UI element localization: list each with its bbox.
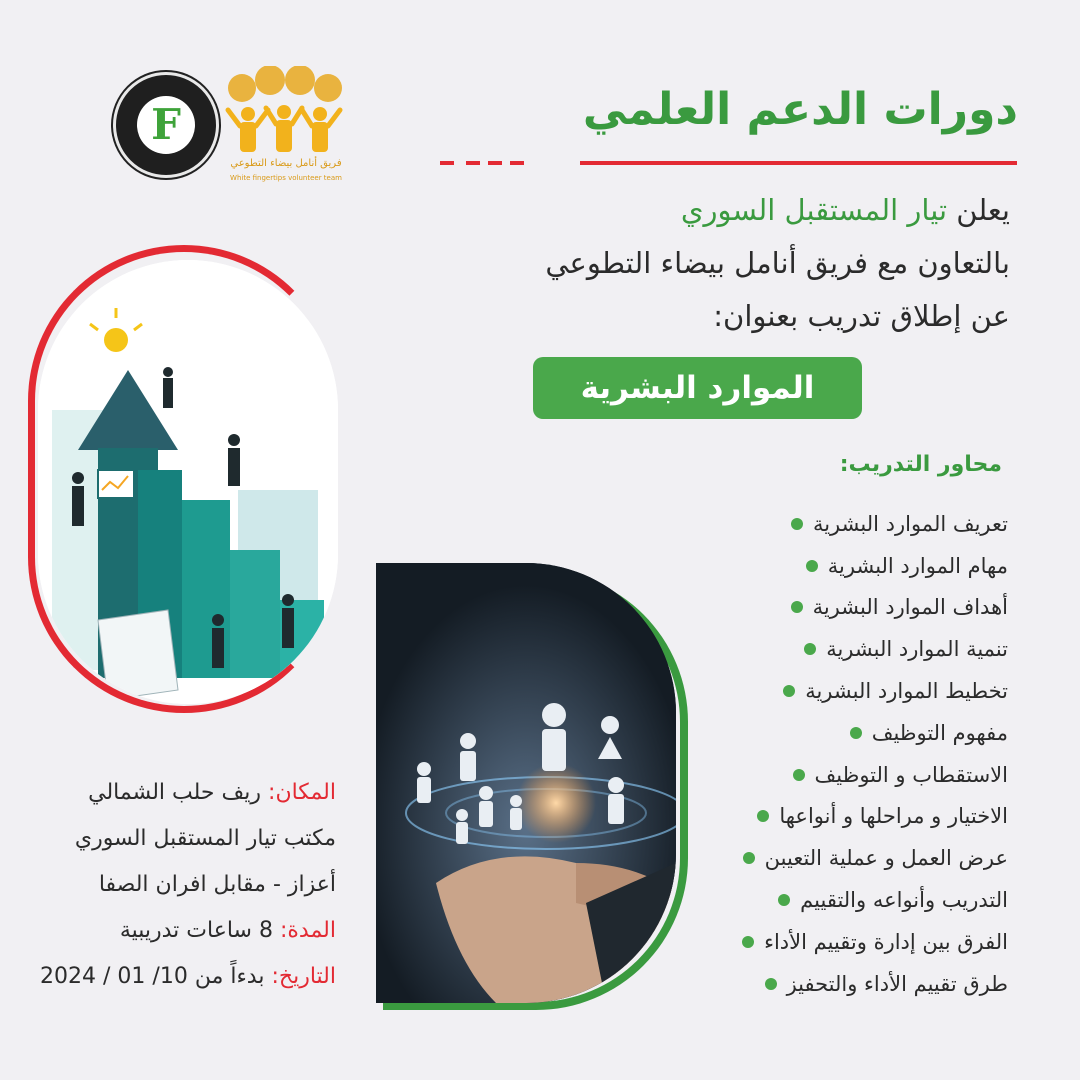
list-item: الفرق بين إدارة وتقييم الأداء — [608, 921, 1008, 963]
growth-illustration — [38, 260, 338, 704]
bullet-icon — [791, 518, 803, 530]
date-row — [36, 954, 336, 1000]
network-people-icon — [376, 563, 676, 1003]
axes-heading: محاور التدريب: — [839, 452, 1002, 477]
place-row — [36, 770, 336, 816]
duration-row — [36, 908, 336, 954]
logo-f-icon: F — [151, 100, 181, 149]
title-dash — [440, 161, 454, 165]
bullet-icon — [804, 643, 816, 655]
intro-highlight: تيار المستقبل السوري — [680, 193, 948, 227]
place-value: ريف حلب الشمالي — [88, 780, 269, 805]
bullet-icon — [791, 601, 803, 613]
list-item: تخطيط الموارد البشرية — [608, 670, 1008, 712]
list-item: الاستقطاب و التوظيف — [608, 754, 1008, 796]
date-value: بدءاً من 10/ 01 / 2024 — [40, 964, 272, 989]
bullet-icon — [742, 936, 754, 948]
info-block — [36, 770, 336, 1000]
bullet-icon — [765, 978, 777, 990]
bullet-icon — [793, 769, 805, 781]
list-item: مفهوم التوظيف — [608, 712, 1008, 754]
team-name-ar: فريق أنامل بيضاء التطوعي — [230, 158, 342, 169]
intro-line-1 — [450, 184, 1010, 237]
bullet-icon — [757, 810, 769, 822]
office-row: مكتب تيار المستقبل السوري — [74, 826, 336, 851]
list-item: تعريف الموارد البشرية — [608, 503, 1008, 545]
bullet-icon — [806, 560, 818, 572]
duration-label: المدة: — [279, 918, 336, 943]
intro-text — [450, 184, 1010, 343]
page-title: دورات الدعم العلمي — [582, 84, 1018, 135]
team-name-en: White fingertips volunteer team — [230, 174, 342, 182]
date-label: التاريخ: — [271, 964, 336, 989]
bullet-icon — [743, 852, 755, 864]
hand-network-photo — [376, 563, 676, 1003]
bullet-icon — [850, 727, 862, 739]
list-item: أهداف الموارد البشرية — [608, 587, 1008, 629]
course-title-badge: الموارد البشرية — [533, 357, 862, 419]
title-dash — [488, 161, 502, 165]
logo-f-emblem — [137, 96, 195, 154]
intro-line-2: بالتعاون مع فريق أنامل بيضاء التطوعي — [545, 246, 1010, 280]
list-item: طرق تقييم الأداء والتحفيز — [608, 963, 1008, 1005]
intro-prefix: يعلن — [947, 193, 1010, 227]
duration-value: 8 ساعات تدريبية — [119, 918, 280, 943]
list-item: تنمية الموارد البشرية — [608, 628, 1008, 670]
intro-line-3: عن إطلاق تدريب بعنوان: — [713, 299, 1010, 333]
title-dash — [510, 161, 524, 165]
list-item: عرض العمل و عملية التعيبن — [608, 837, 1008, 879]
address-row: أعزاز - مقابل افران الصفا — [98, 872, 336, 897]
title-underline — [580, 161, 1017, 165]
place-label: المكان: — [268, 780, 336, 805]
bullet-icon — [783, 685, 795, 697]
bullet-icon — [778, 894, 790, 906]
title-dash — [466, 161, 480, 165]
syrian-future-movement-logo — [113, 72, 219, 178]
list-item: الاختيار و مراحلها و أنواعها — [608, 796, 1008, 838]
list-item: التدريب وأنواعه والتقييم — [608, 879, 1008, 921]
list-item: مهام الموارد البشرية — [608, 545, 1008, 587]
staircase-icon — [38, 260, 338, 704]
